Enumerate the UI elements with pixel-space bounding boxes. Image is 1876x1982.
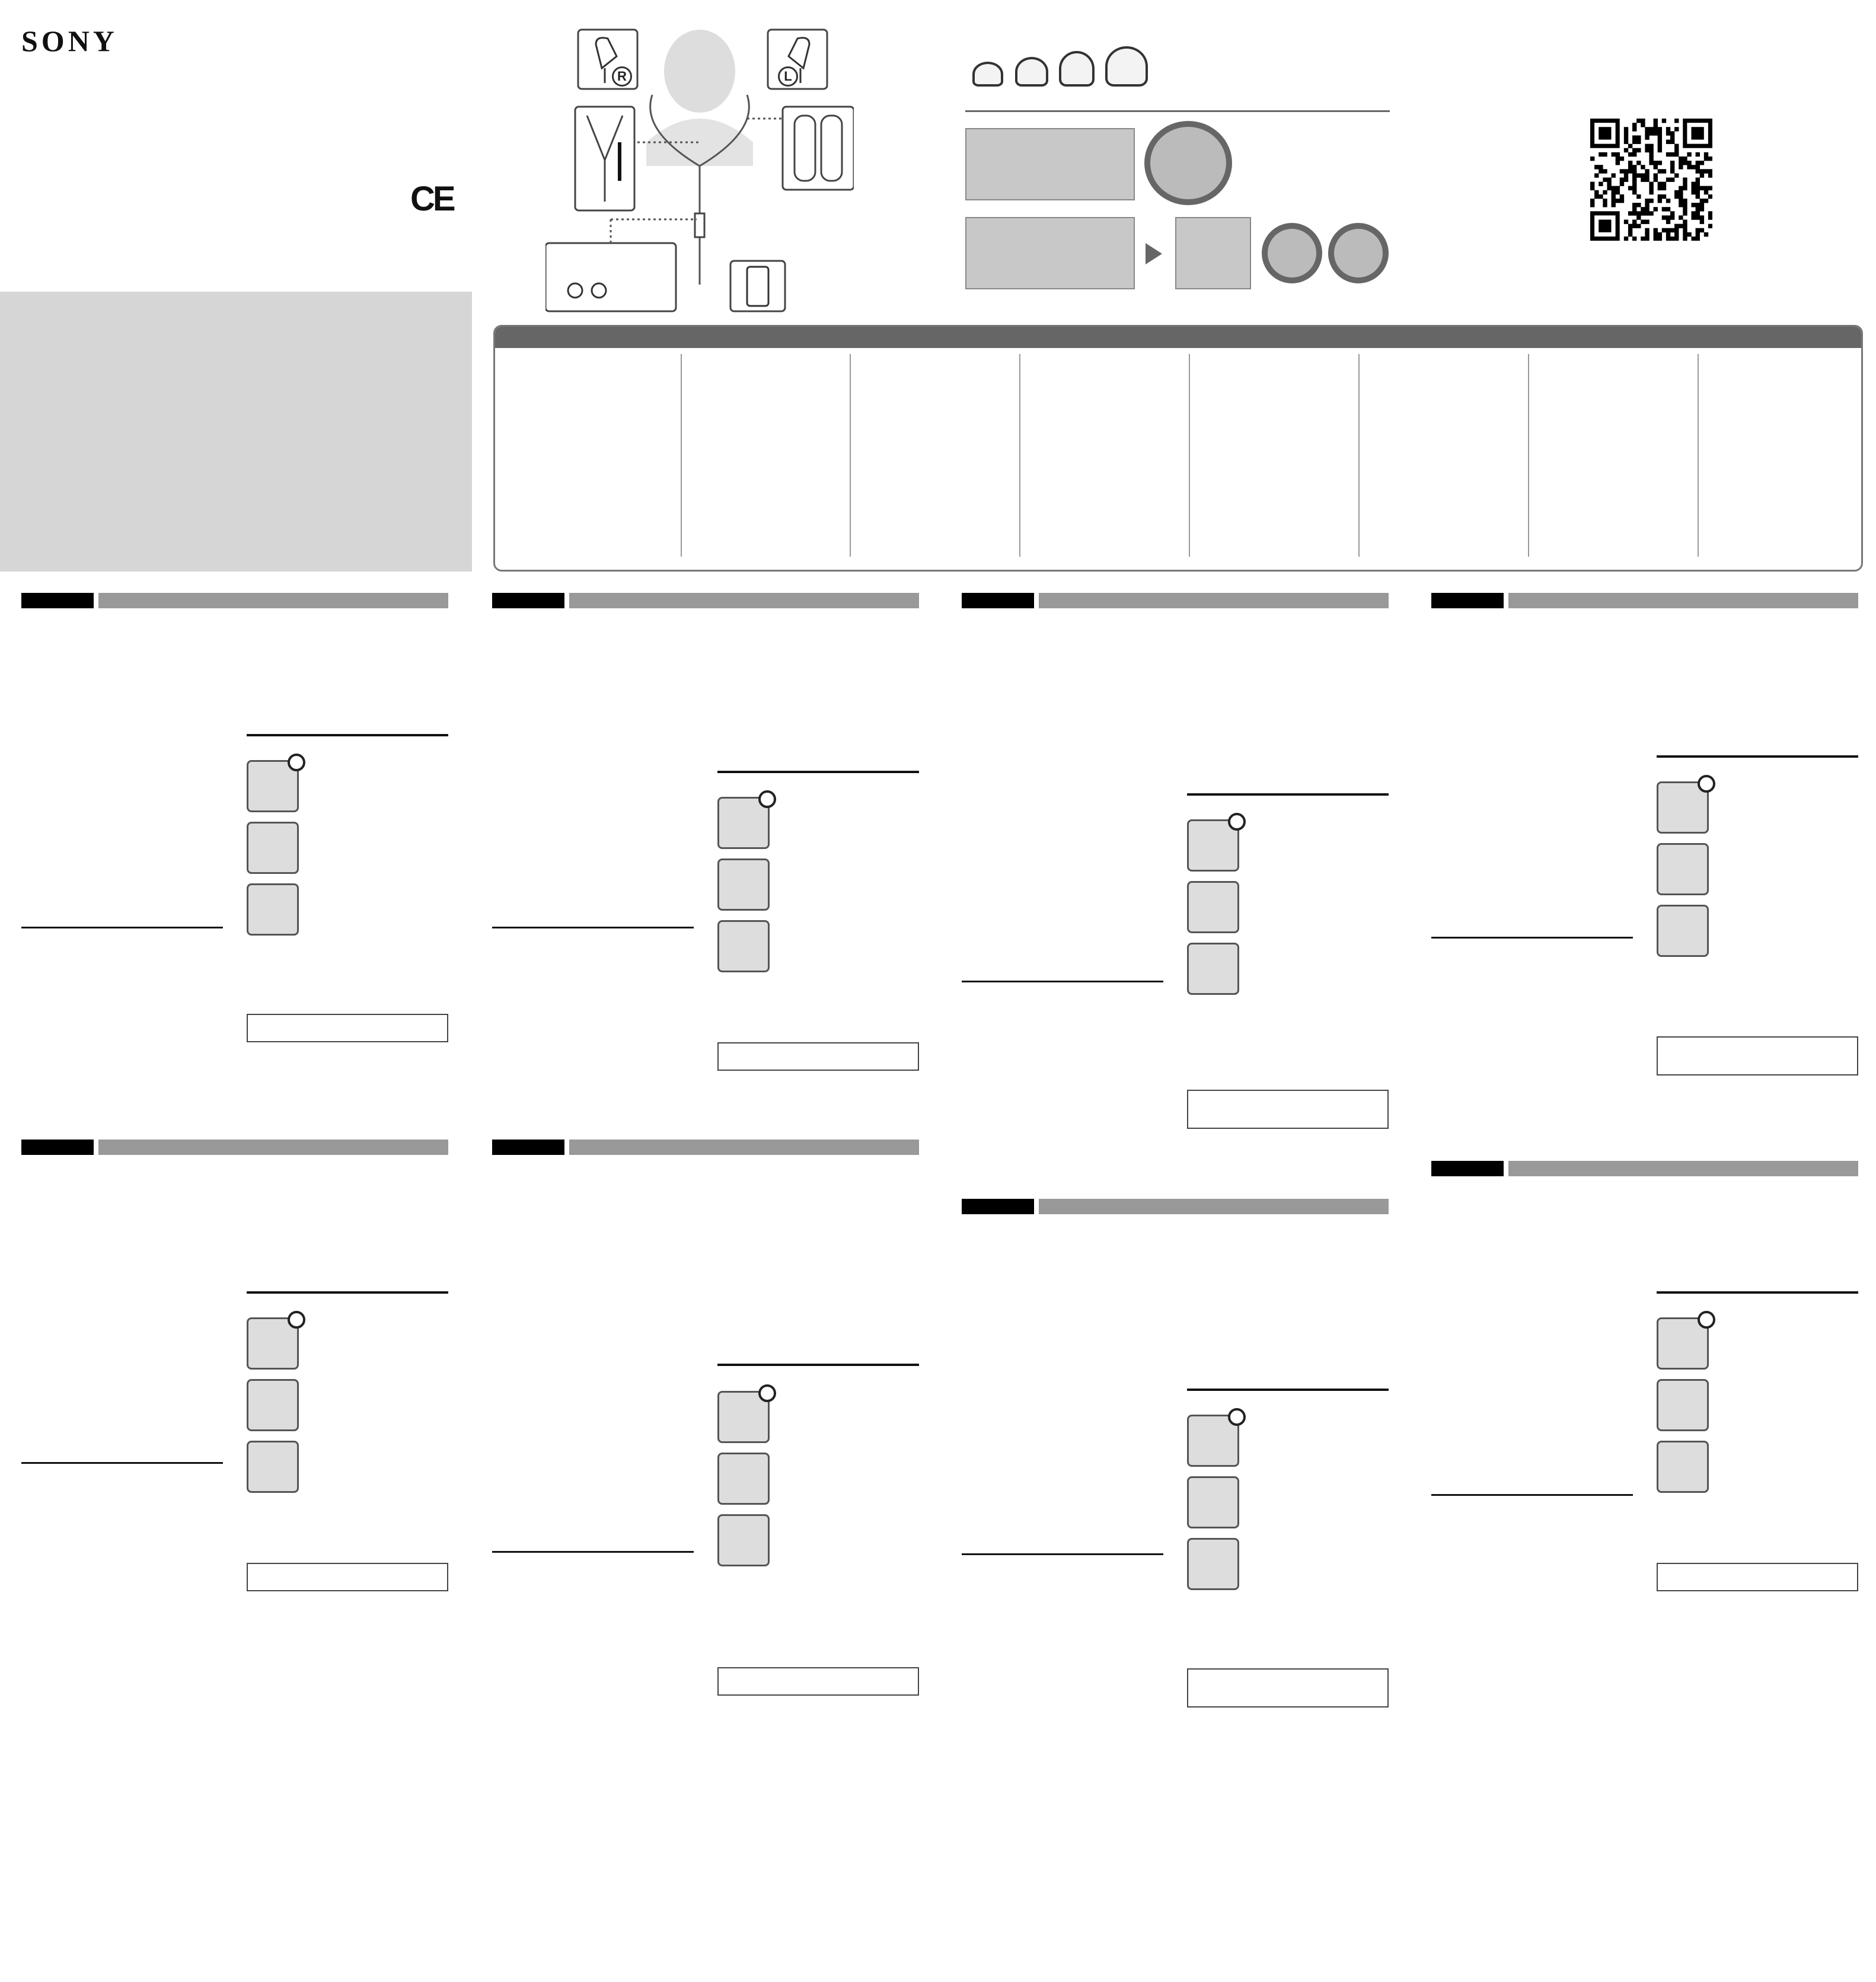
precautions-rule xyxy=(1187,1389,1389,1391)
precautions-rule xyxy=(247,734,448,736)
no-sign-icon xyxy=(1228,1408,1246,1426)
ear-tip-remove-icon xyxy=(1187,881,1239,933)
section-label-bar xyxy=(1431,1161,1504,1176)
section-label-bar xyxy=(21,593,94,608)
no-car-icon xyxy=(247,760,299,812)
note-box xyxy=(247,1563,448,1591)
qr-code xyxy=(1590,119,1712,241)
section-label-bar xyxy=(1431,593,1504,608)
no-car-icon xyxy=(717,1391,770,1443)
no-sign-icon xyxy=(758,1384,776,1402)
wash-basin-icon xyxy=(1657,905,1709,957)
specification-table xyxy=(493,325,1863,572)
table-column-divider xyxy=(1698,354,1699,557)
table-column-divider xyxy=(1019,354,1020,557)
precautions-rule xyxy=(717,771,919,773)
sony-logo: SONY xyxy=(21,24,118,58)
section-title-bar xyxy=(569,593,919,608)
gray-info-panel xyxy=(0,292,472,572)
section-title-bar xyxy=(569,1140,919,1155)
section-rule xyxy=(21,927,223,928)
ear-tip-remove-icon xyxy=(247,822,299,874)
ear-tip-result-photo xyxy=(1175,217,1251,289)
ce-mark: CE xyxy=(410,180,454,218)
ear-tip-push-photo xyxy=(965,217,1135,289)
table-column-divider xyxy=(681,354,682,557)
ear-tip-size-m-icon xyxy=(1059,51,1095,87)
ear-tip-size-s-icon xyxy=(1015,57,1048,87)
section-rule xyxy=(492,927,694,928)
note-box xyxy=(1187,1668,1389,1707)
wash-basin-icon xyxy=(1657,1441,1709,1493)
ear-tip-remove-icon xyxy=(247,1379,299,1431)
precautions-rule xyxy=(1657,1291,1858,1294)
no-car-icon xyxy=(1187,1415,1239,1467)
no-sign-icon xyxy=(1144,121,1232,205)
ear-tip-remove-icon xyxy=(1187,1476,1239,1528)
wash-basin-icon xyxy=(717,920,770,972)
headphones-diagram-icon xyxy=(545,24,854,314)
headphones-diagram xyxy=(545,24,854,314)
left-label: L xyxy=(778,66,798,87)
no-sign-icon xyxy=(1698,1311,1715,1329)
table-column-divider xyxy=(1189,354,1190,557)
note-box xyxy=(1657,1563,1858,1591)
section-rule xyxy=(962,1553,1163,1555)
no-car-icon xyxy=(247,1317,299,1370)
note-box xyxy=(717,1042,919,1071)
wash-basin-icon xyxy=(717,1514,770,1566)
section-rule xyxy=(1431,937,1633,939)
qr-code-image xyxy=(1590,119,1712,241)
precautions-rule xyxy=(1657,755,1858,758)
no-sign-icon xyxy=(758,790,776,808)
ear-tip-attach-photo xyxy=(965,128,1135,200)
precautions-rule xyxy=(717,1364,919,1366)
wash-basin-icon xyxy=(1187,1538,1239,1590)
section-rule xyxy=(492,1551,694,1553)
section-rule xyxy=(1431,1494,1633,1496)
no-sign-icon xyxy=(1228,813,1246,831)
ear-tip-divider xyxy=(965,110,1390,112)
section-label-bar xyxy=(492,1140,564,1155)
section-rule xyxy=(962,981,1163,982)
note-box xyxy=(1187,1090,1389,1129)
section-label-bar xyxy=(962,593,1034,608)
no-car-icon xyxy=(717,797,770,849)
note-box xyxy=(717,1667,919,1696)
no-car-icon xyxy=(1657,781,1709,834)
wash-basin-icon xyxy=(247,1441,299,1493)
no-sign-icon xyxy=(1262,223,1322,283)
section-title-bar xyxy=(1508,1161,1858,1176)
ear-tip-size-l-icon xyxy=(1105,46,1148,87)
precautions-rule xyxy=(1187,793,1389,796)
section-label-bar xyxy=(962,1199,1034,1214)
precautions-rule xyxy=(247,1291,448,1294)
ear-tip-size-ss-icon xyxy=(972,62,1003,87)
no-sign-icon xyxy=(288,1311,305,1329)
ear-tip-remove-icon xyxy=(1657,843,1709,895)
no-sign-icon xyxy=(288,754,305,771)
no-car-icon xyxy=(1187,819,1239,872)
note-box xyxy=(247,1014,448,1042)
section-title-bar xyxy=(98,1140,448,1155)
section-title-bar xyxy=(1039,593,1389,608)
section-rule xyxy=(21,1462,223,1464)
section-label-bar xyxy=(21,1140,94,1155)
ear-tip-remove-icon xyxy=(717,1453,770,1505)
ear-tip-remove-icon xyxy=(1657,1379,1709,1431)
ear-tip-remove-icon xyxy=(717,858,770,911)
wash-basin-icon xyxy=(247,883,299,936)
right-label: R xyxy=(612,66,632,87)
section-title-bar xyxy=(1508,593,1858,608)
no-sign-icon xyxy=(1698,775,1715,793)
wash-basin-icon xyxy=(1187,943,1239,995)
no-sign-icon xyxy=(1328,223,1389,283)
table-header xyxy=(495,327,1861,348)
section-title-bar xyxy=(1039,1199,1389,1214)
no-car-icon xyxy=(1657,1317,1709,1370)
section-title-bar xyxy=(98,593,448,608)
arrow-right-icon xyxy=(1146,243,1162,264)
note-box xyxy=(1657,1036,1858,1075)
table-column-divider xyxy=(1358,354,1360,557)
section-label-bar xyxy=(492,593,564,608)
table-column-divider xyxy=(850,354,851,557)
table-column-divider xyxy=(1528,354,1529,557)
